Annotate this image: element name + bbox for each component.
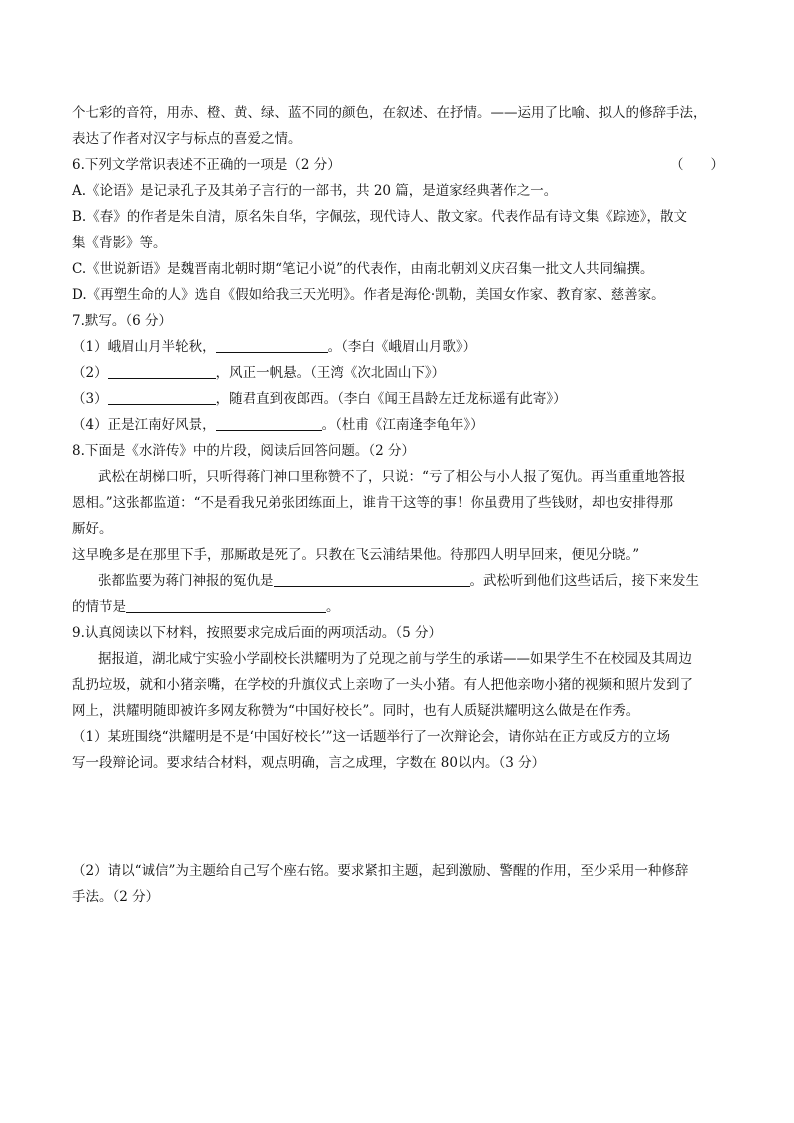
- q9-material-line-2: 乱扔垃圾，就和小猪亲嘴，在学校的升旗仪式上亲吻了一头小猪。有人把他亲吻小猪的视频和照片发到了: [72, 677, 693, 693]
- intro-line-1: 个七彩的音符，用赤、橙、黄、绿、蓝不同的颜色，在叙述、在抒情。——运用了比喻、拟人的修辞手法，: [72, 105, 707, 121]
- q9-sub1-answer-space[interactable]: [72, 776, 732, 858]
- q8-answer-2-suffix: 。: [326, 599, 340, 615]
- q8-passage-line-4: 这早晚多是在那里下手，那厮敢是死了。只教在飞云浦结果他。待那四人明早回来，便见分晓。”: [72, 547, 640, 563]
- q7-item-3: [72, 386, 732, 412]
- q9-material-line-3: 网上，洪耀明随即被许多网友称赞为“中国好校长”。同时，也有人质疑洪耀明这么做是在作秀。: [72, 703, 640, 719]
- q7-item-1: [72, 334, 732, 360]
- q7-stem: 7.默写。（6 分）: [72, 313, 173, 329]
- q7-item-1-blank[interactable]: [216, 336, 328, 353]
- q9-sub2-line-2: 手法。（2 分）: [72, 889, 160, 905]
- q9-sub1-line-1: （1）某班围绕“洪耀明是不是‘中国好校长’”这一话题举行了一次辩论会，请你站在正方或反方的立场: [72, 729, 670, 745]
- q8-answer-1-blank[interactable]: [274, 570, 470, 587]
- q7-item-3-suffix: ，随君直到夜郎西。（李白《闻王昌龄左迁龙标遥有此寄》）: [215, 391, 567, 407]
- q7-item-4-suffix: 。（杜甫《江南逢李龟年》）: [321, 417, 484, 433]
- q7-item-4-prefix: （4）正是江南好风景，: [72, 417, 216, 433]
- q6-stem: [72, 152, 732, 178]
- q9-sub2-line-1: （2）请以“诚信”为主题给自己写个座右铭。要求紧扣主题，起到激励、警醒的作用，至少采用一种修辞: [72, 863, 689, 879]
- q8-answer-1-suffix: 。武松听到他们这些话后，接下来发生: [469, 573, 699, 589]
- q7-item-2-prefix: （2）: [72, 365, 108, 381]
- q7-item-1-suffix: 。（李白《峨眉山月歌》）: [327, 339, 477, 355]
- q6-option-b-line-1: B.《春》的作者是朱自清，原名朱自华，字佩弦，现代诗人、散文家。代表作品有诗文集《踪迹》，散文: [72, 209, 687, 225]
- q7-item-2-blank[interactable]: [108, 362, 216, 379]
- q8-passage-line-2: 恩相。”这张都监道：“不是看我兄弟张团练面上，谁肯干这等的事！你虽费用了些钱财，却也安排得那: [72, 495, 674, 511]
- exam-page: [72, 100, 732, 910]
- q8-answer-1-prefix: 张都监要为蒋门神报的冤仇是: [98, 573, 274, 589]
- q7-item-2: [72, 360, 732, 386]
- q9-material-line-1: 据报道，湖北咸宁实验小学副校长洪耀明为了兑现之前与学生的承诺——如果学生不在校园及其周边: [98, 651, 692, 667]
- q7-item-3-blank[interactable]: [108, 388, 216, 405]
- q9-stem: 9.认真阅读以下材料，按照要求完成后面的两项活动。（5 分）: [72, 625, 443, 641]
- q8-passage-line-1: 武松在胡梯口听，只听得蒋门神口里称赞不了，只说：“亏了相公与小人报了冤仇。再当重重地答报: [98, 469, 686, 485]
- q7-item-4-blank[interactable]: [216, 414, 322, 431]
- q7-item-1-prefix: （1）峨眉山月半轮秋，: [72, 339, 216, 355]
- q6-option-b-line-2: 集《背影》等。: [72, 235, 167, 251]
- q6-option-a: A.《论语》是记录孔子及其弟子言行的一部书，共 20 篇，是道家经典著作之一。: [72, 183, 558, 199]
- q8-answer-line-2: [72, 594, 732, 620]
- q7-item-2-suffix: ，风正一帆悬。（王湾《次北固山下》）: [215, 365, 446, 381]
- q6-answer-paren[interactable]: （ ）: [670, 157, 724, 173]
- q8-stem: 8.下面是《水浒传》中的片段，阅读后回答问题。（2 分）: [72, 443, 416, 459]
- q8-answer-line-1: [72, 568, 732, 594]
- q6-option-d: D.《再塑生命的人》选自《假如给我三天光明》。作者是海伦·凯勒，美国女作家、教育家、慈善家。: [72, 287, 665, 303]
- q7-item-4: [72, 412, 732, 438]
- q8-answer-2-blank[interactable]: [126, 596, 326, 613]
- q8-answer-2-prefix: 的情节是: [72, 599, 126, 615]
- q6-option-c: C.《世说新语》是魏晋南北朝时期“笔记小说”的代表作，由南北朝刘义庆召集一批文人共同编撰。: [72, 261, 654, 277]
- q7-item-3-prefix: （3）: [72, 391, 108, 407]
- q8-passage-line-3: 厮好。: [72, 521, 113, 537]
- q9-sub1-line-2: 写一段辩论词。要求结合材料，观点明确，言之成理，字数在 80以内。（3 分）: [72, 755, 546, 771]
- intro-line-2: 表达了作者对汉字与标点的喜爱之情。: [72, 131, 302, 147]
- q6-stem-text: 6.下列文学常识表述不正确的一项是（2 分）: [72, 157, 341, 173]
